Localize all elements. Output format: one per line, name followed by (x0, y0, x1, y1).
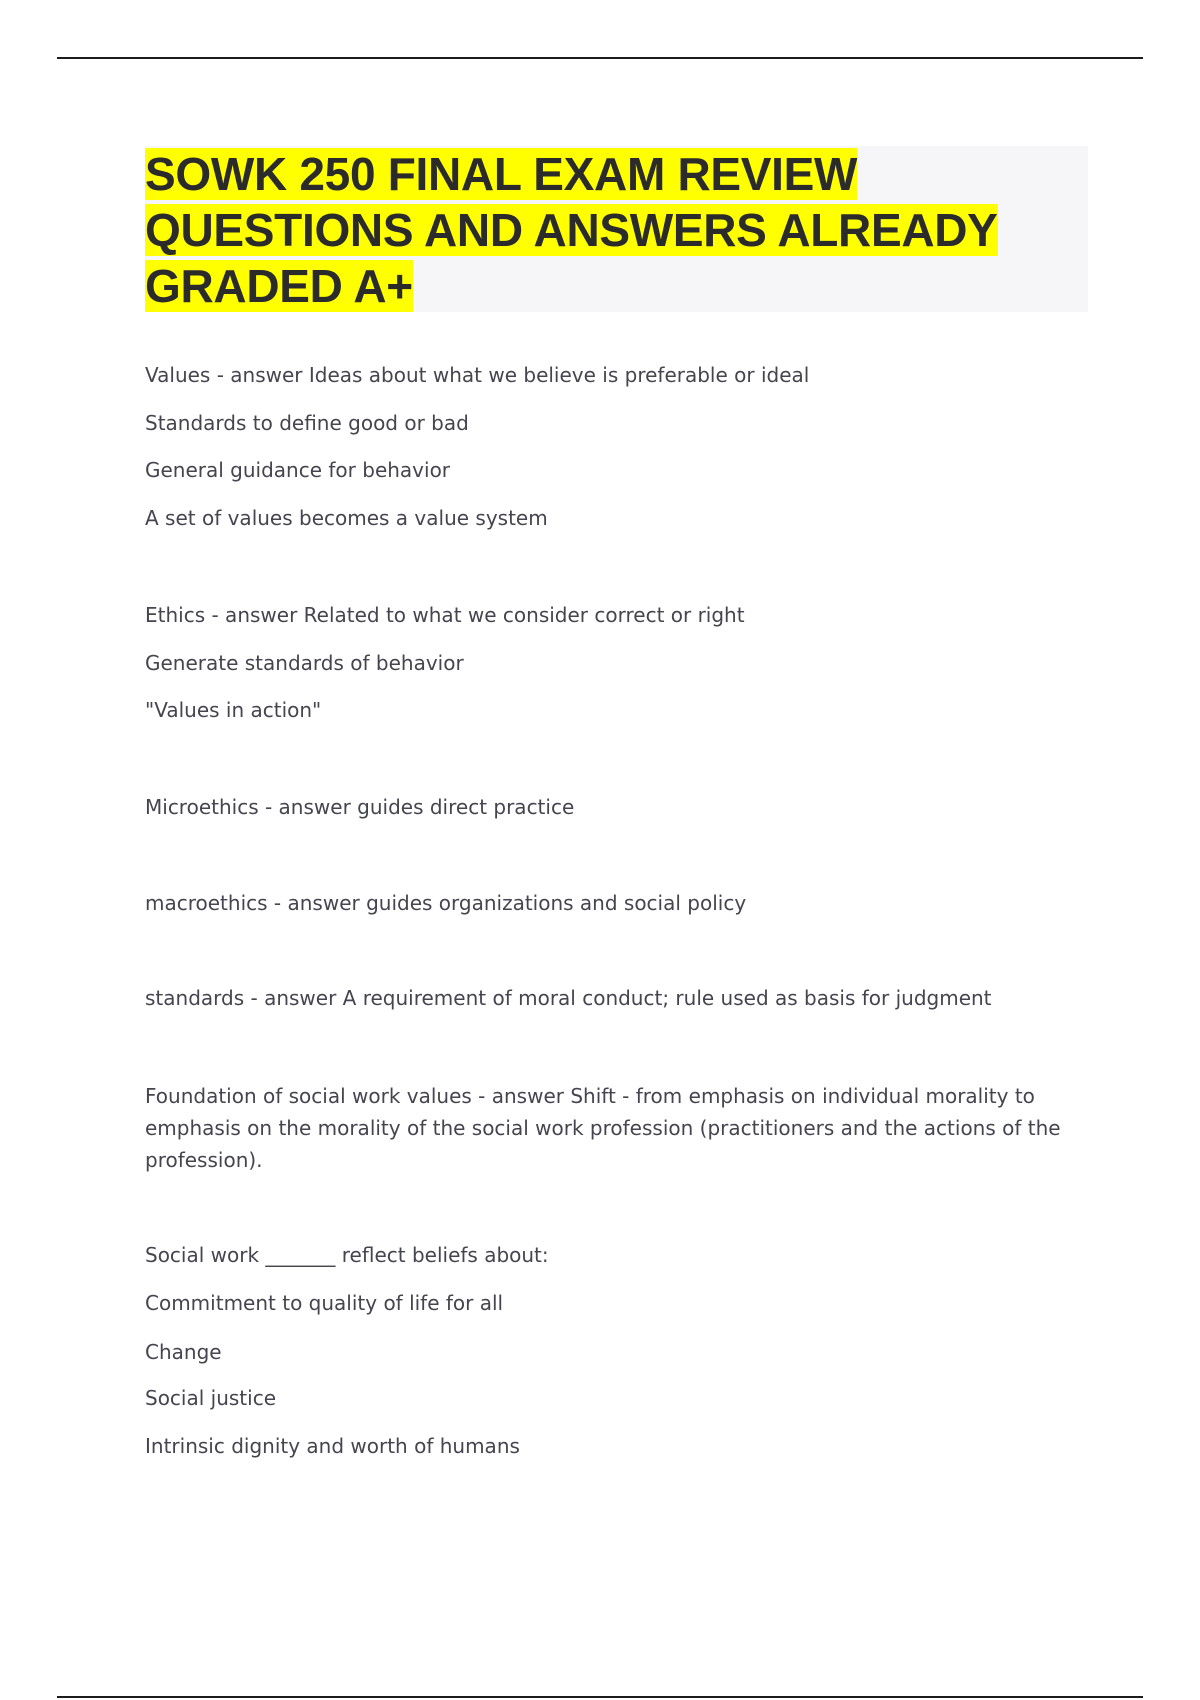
entry-foundation: Foundation of social work values - answer Shift - from emphasis on individual morality to emphasis on the morality of the social work profession (practitioners and the actions of the profession). (145, 1084, 1061, 1172)
title-highlight: SOWK 250 FINAL EXAM REVIEW QUESTIONS AND ANSWERS ALREADY GRADED A+ (145, 148, 998, 312)
entry-ethics: Ethics - answer Related to what we consider correct or right (145, 603, 745, 627)
entry-line: A set of values becomes a value system (145, 506, 548, 530)
entry-line: Commitment to quality of life for all (145, 1291, 504, 1315)
top-rule (57, 57, 1143, 59)
entry-line: Change (145, 1340, 222, 1364)
entry-standards: standards - answer A requirement of moral conduct; rule used as basis for judgment (145, 986, 992, 1010)
entry-social-work: Social work _______ reflect beliefs about: (145, 1243, 549, 1267)
bottom-rule (57, 1696, 1143, 1698)
entry-line: General guidance for behavior (145, 458, 451, 482)
entry-line: Social justice (145, 1386, 277, 1410)
title-block (145, 146, 1088, 312)
entry-microethics: Microethics - answer guides direct practice (145, 795, 575, 819)
entry-line: "Values in action" (145, 698, 322, 722)
entry-line: Standards to define good or bad (145, 411, 469, 435)
entry-line: Generate standards of behavior (145, 651, 464, 675)
document-title (145, 146, 1088, 314)
entry-values: Values - answer Ideas about what we believe is preferable or ideal (145, 363, 810, 387)
entry-line: Intrinsic dignity and worth of humans (145, 1434, 520, 1458)
entry-macroethics: macroethics - answer guides organizations and social policy (145, 891, 747, 915)
